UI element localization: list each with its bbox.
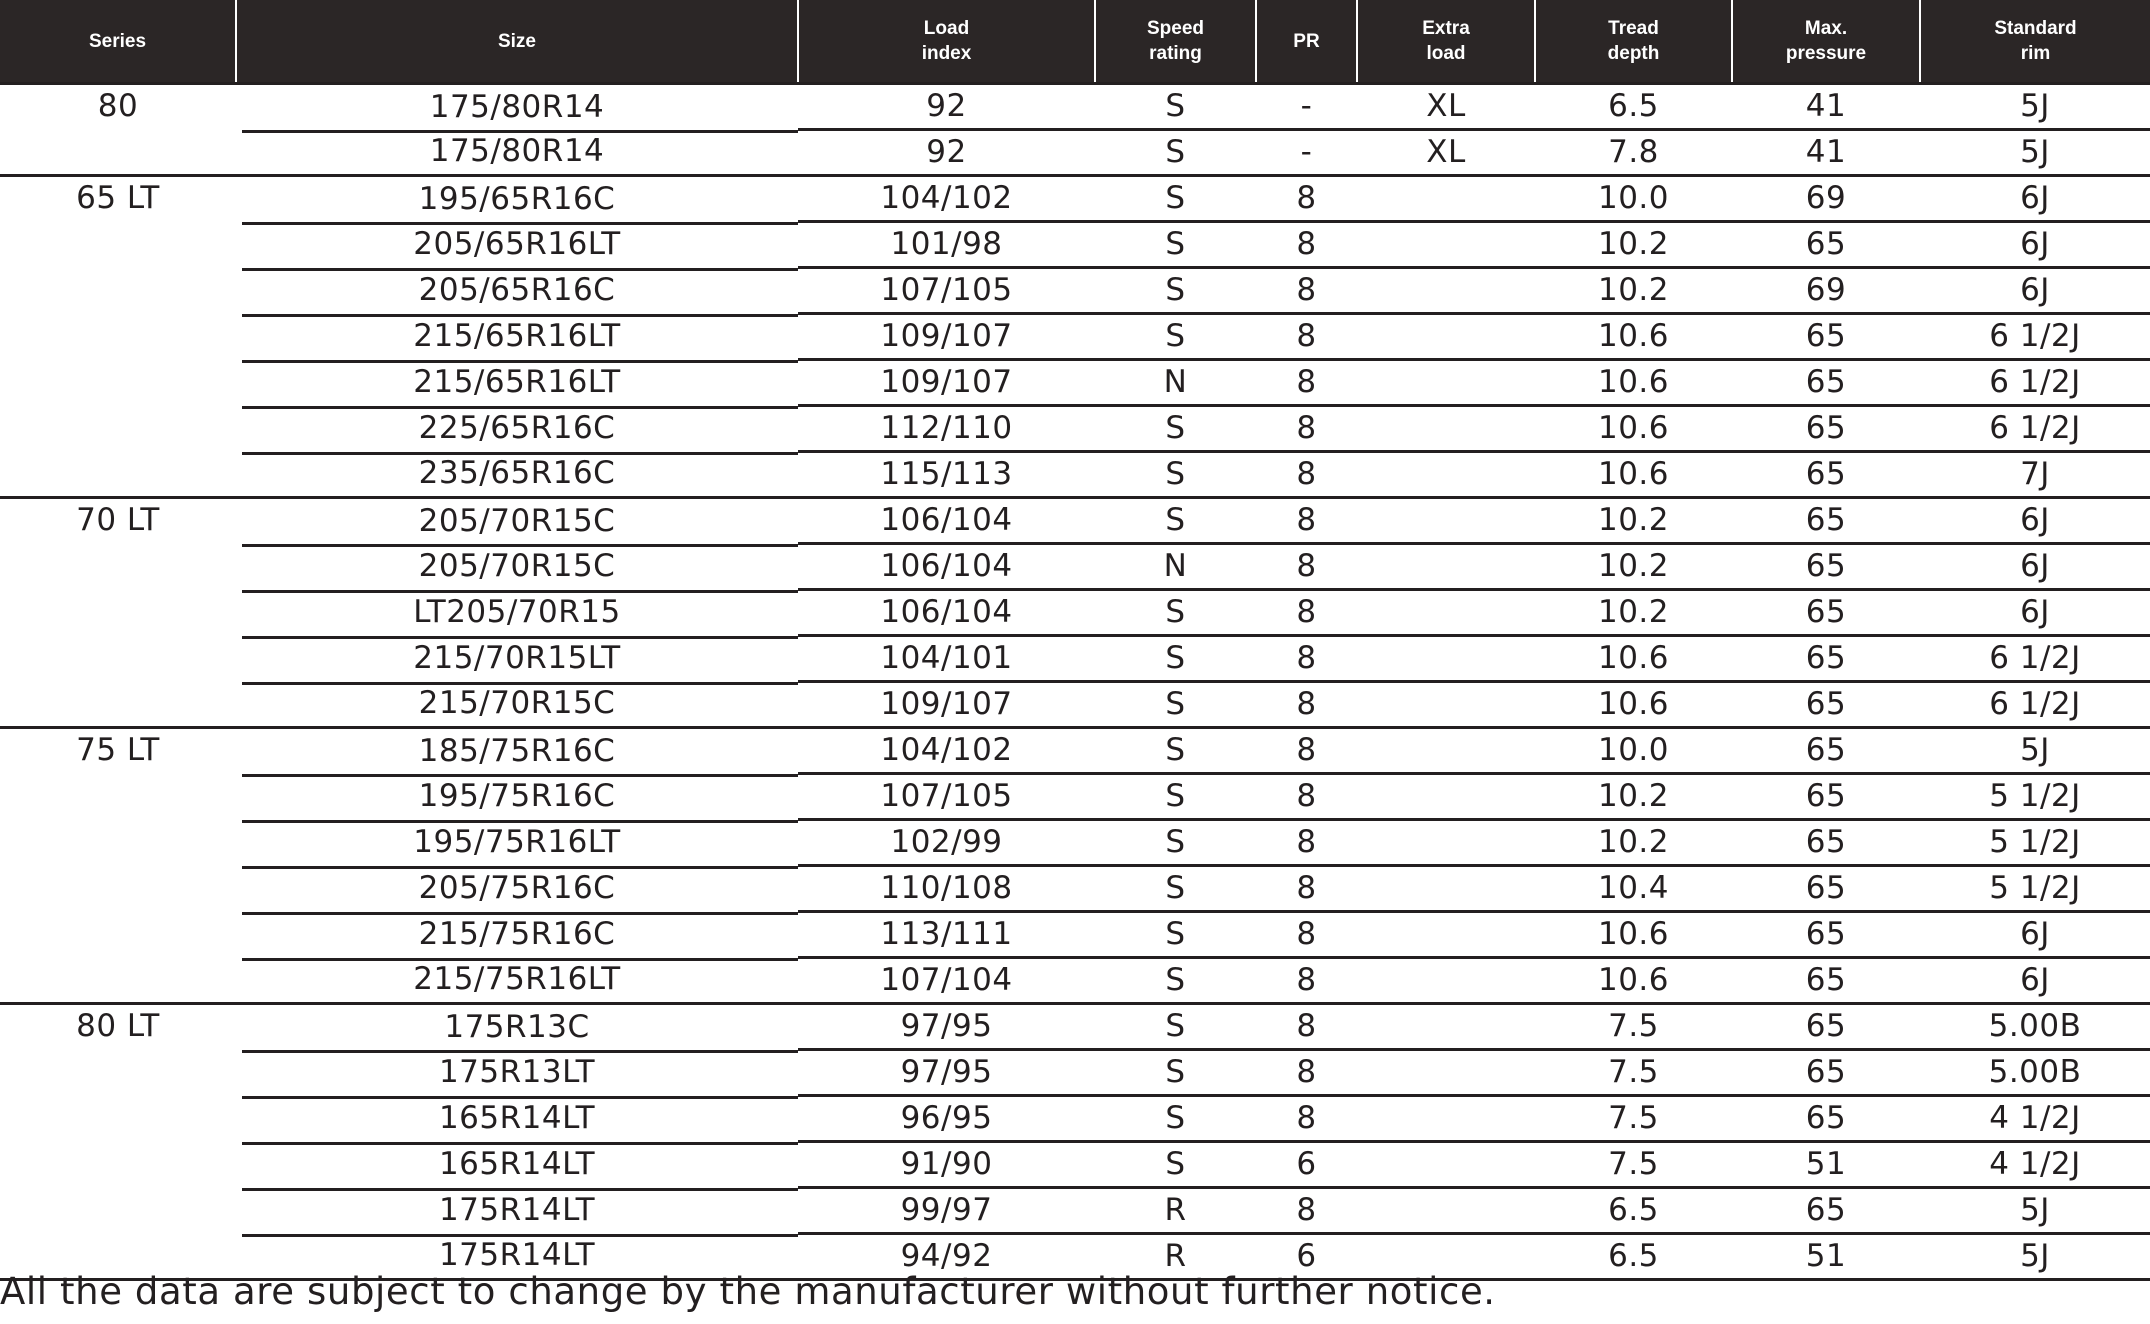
pr-cell: 8 — [1256, 544, 1357, 590]
tread-depth-cell: 10.0 — [1535, 176, 1732, 222]
extra-load-cell — [1357, 176, 1535, 222]
tread-depth-cell: 10.2 — [1535, 498, 1732, 544]
footnote: All the data are subject to change by the manufacturer without further notice. — [0, 1270, 1496, 1313]
column-header-extra-load: Extra load — [1357, 0, 1535, 84]
table-row — [0, 1004, 2150, 1050]
tread-depth-cell: 10.6 — [1535, 636, 1732, 682]
table-row — [0, 1188, 2150, 1234]
header-row — [0, 0, 2150, 84]
load-index-cell: 97/95 — [798, 1050, 1095, 1096]
table-row — [0, 866, 2150, 912]
size-cell: 215/70R15LT — [236, 636, 798, 682]
speed-rating-cell: S — [1095, 636, 1256, 682]
standard-rim-cell: 6 1/2J — [1920, 314, 2150, 360]
size-cell: 215/75R16C — [236, 912, 798, 958]
pr-cell: 8 — [1256, 360, 1357, 406]
table-header — [0, 0, 2150, 84]
pr-cell: 6 — [1256, 1234, 1357, 1280]
table-row — [0, 130, 2150, 176]
pr-cell: 8 — [1256, 1004, 1357, 1050]
table-row — [0, 544, 2150, 590]
column-header-tread-depth: Tread depth — [1535, 0, 1732, 84]
speed-rating-cell: S — [1095, 176, 1256, 222]
tread-depth-cell: 6.5 — [1535, 84, 1732, 130]
table-row — [0, 774, 2150, 820]
size-cell: 225/65R16C — [236, 406, 798, 452]
standard-rim-cell: 5 1/2J — [1920, 774, 2150, 820]
speed-rating-cell: N — [1095, 544, 1256, 590]
extra-load-cell — [1357, 866, 1535, 912]
extra-load-cell — [1357, 728, 1535, 774]
extra-load-cell: XL — [1357, 130, 1535, 176]
extra-load-cell — [1357, 268, 1535, 314]
speed-rating-cell: S — [1095, 314, 1256, 360]
pr-cell: 8 — [1256, 774, 1357, 820]
tread-depth-cell: 10.2 — [1535, 268, 1732, 314]
size-cell: 205/70R15C — [236, 544, 798, 590]
standard-rim-cell: 5J — [1920, 1234, 2150, 1280]
table-row — [0, 728, 2150, 774]
extra-load-cell: XL — [1357, 84, 1535, 130]
extra-load-cell — [1357, 820, 1535, 866]
standard-rim-cell: 5J — [1920, 728, 2150, 774]
speed-rating-cell: S — [1095, 406, 1256, 452]
standard-rim-cell: 6J — [1920, 958, 2150, 1004]
standard-rim-cell: 6 1/2J — [1920, 636, 2150, 682]
standard-rim-cell: 4 1/2J — [1920, 1096, 2150, 1142]
load-index-cell: 109/107 — [798, 360, 1095, 406]
max-pressure-cell: 65 — [1732, 406, 1920, 452]
max-pressure-cell: 65 — [1732, 222, 1920, 268]
pr-cell: 8 — [1256, 1050, 1357, 1096]
size-cell: 165R14LT — [236, 1142, 798, 1188]
extra-load-cell — [1357, 452, 1535, 498]
max-pressure-cell: 41 — [1732, 130, 1920, 176]
extra-load-cell — [1357, 544, 1535, 590]
pr-cell: 8 — [1256, 1096, 1357, 1142]
table-body — [0, 84, 2150, 1280]
tread-depth-cell: 10.2 — [1535, 820, 1732, 866]
load-index-cell: 106/104 — [798, 590, 1095, 636]
size-cell: 205/70R15C — [236, 498, 798, 544]
standard-rim-cell: 6J — [1920, 268, 2150, 314]
size-cell: 205/65R16LT — [236, 222, 798, 268]
pr-cell: 8 — [1256, 452, 1357, 498]
size-cell: 205/75R16C — [236, 866, 798, 912]
pr-cell: 8 — [1256, 728, 1357, 774]
speed-rating-cell: S — [1095, 958, 1256, 1004]
extra-load-cell — [1357, 912, 1535, 958]
column-header-max-pressure: Max. pressure — [1732, 0, 1920, 84]
load-index-cell: 104/101 — [798, 636, 1095, 682]
size-cell: 175R14LT — [236, 1188, 798, 1234]
max-pressure-cell: 65 — [1732, 360, 1920, 406]
tread-depth-cell: 7.5 — [1535, 1004, 1732, 1050]
max-pressure-cell: 51 — [1732, 1234, 1920, 1280]
speed-rating-cell: S — [1095, 1050, 1256, 1096]
size-cell: 215/70R15C — [236, 682, 798, 728]
load-index-cell: 104/102 — [798, 176, 1095, 222]
max-pressure-cell: 69 — [1732, 176, 1920, 222]
column-header-speed-rating: Speed rating — [1095, 0, 1256, 84]
size-cell: 215/65R16LT — [236, 360, 798, 406]
tread-depth-cell: 7.5 — [1535, 1096, 1732, 1142]
table-row — [0, 1096, 2150, 1142]
load-index-cell: 115/113 — [798, 452, 1095, 498]
extra-load-cell — [1357, 498, 1535, 544]
max-pressure-cell: 65 — [1732, 1050, 1920, 1096]
table-row — [0, 84, 2150, 130]
size-cell: 175/80R14 — [236, 84, 798, 130]
pr-cell: 8 — [1256, 682, 1357, 728]
extra-load-cell — [1357, 222, 1535, 268]
standard-rim-cell: 5.00B — [1920, 1050, 2150, 1096]
load-index-cell: 102/99 — [798, 820, 1095, 866]
series-cell: 75 LT — [0, 728, 236, 1004]
max-pressure-cell: 65 — [1732, 728, 1920, 774]
tread-depth-cell: 10.0 — [1535, 728, 1732, 774]
speed-rating-cell: S — [1095, 452, 1256, 498]
max-pressure-cell: 65 — [1732, 1096, 1920, 1142]
load-index-cell: 113/111 — [798, 912, 1095, 958]
tread-depth-cell: 7.8 — [1535, 130, 1732, 176]
max-pressure-cell: 65 — [1732, 636, 1920, 682]
pr-cell: 6 — [1256, 1142, 1357, 1188]
table-row — [0, 222, 2150, 268]
extra-load-cell — [1357, 1050, 1535, 1096]
extra-load-cell — [1357, 590, 1535, 636]
series-cell: 70 LT — [0, 498, 236, 728]
max-pressure-cell: 65 — [1732, 912, 1920, 958]
load-index-cell: 106/104 — [798, 498, 1095, 544]
load-index-cell: 96/95 — [798, 1096, 1095, 1142]
max-pressure-cell: 65 — [1732, 1188, 1920, 1234]
series-cell: 80 LT — [0, 1004, 236, 1280]
load-index-cell: 104/102 — [798, 728, 1095, 774]
pr-cell: 8 — [1256, 912, 1357, 958]
pr-cell: 8 — [1256, 314, 1357, 360]
pr-cell: 8 — [1256, 636, 1357, 682]
speed-rating-cell: S — [1095, 84, 1256, 130]
load-index-cell: 110/108 — [798, 866, 1095, 912]
pr-cell: 8 — [1256, 268, 1357, 314]
tread-depth-cell: 10.2 — [1535, 222, 1732, 268]
tread-depth-cell: 7.5 — [1535, 1050, 1732, 1096]
extra-load-cell — [1357, 360, 1535, 406]
load-index-cell: 107/105 — [798, 268, 1095, 314]
pr-cell: 8 — [1256, 1188, 1357, 1234]
standard-rim-cell: 5 1/2J — [1920, 820, 2150, 866]
tread-depth-cell: 10.4 — [1535, 866, 1732, 912]
pr-cell: 8 — [1256, 406, 1357, 452]
pr-cell: 8 — [1256, 820, 1357, 866]
table-row — [0, 176, 2150, 222]
size-cell: 195/75R16LT — [236, 820, 798, 866]
load-index-cell: 92 — [798, 84, 1095, 130]
extra-load-cell — [1357, 636, 1535, 682]
size-cell: 205/65R16C — [236, 268, 798, 314]
speed-rating-cell: N — [1095, 360, 1256, 406]
standard-rim-cell: 6J — [1920, 498, 2150, 544]
size-cell: 165R14LT — [236, 1096, 798, 1142]
speed-rating-cell: S — [1095, 682, 1256, 728]
series-cell: 65 LT — [0, 176, 236, 498]
extra-load-cell — [1357, 1142, 1535, 1188]
standard-rim-cell: 6J — [1920, 544, 2150, 590]
tread-depth-cell: 10.6 — [1535, 912, 1732, 958]
standard-rim-cell: 6 1/2J — [1920, 682, 2150, 728]
speed-rating-cell: S — [1095, 820, 1256, 866]
column-header-pr: PR — [1256, 0, 1357, 84]
tread-depth-cell: 7.5 — [1535, 1142, 1732, 1188]
load-index-cell: 91/90 — [798, 1142, 1095, 1188]
speed-rating-cell: S — [1095, 912, 1256, 958]
tread-depth-cell: 6.5 — [1535, 1234, 1732, 1280]
load-index-cell: 97/95 — [798, 1004, 1095, 1050]
size-cell: 215/65R16LT — [236, 314, 798, 360]
load-index-cell: 109/107 — [798, 682, 1095, 728]
tread-depth-cell: 10.6 — [1535, 682, 1732, 728]
extra-load-cell — [1357, 1004, 1535, 1050]
pr-cell: 8 — [1256, 498, 1357, 544]
max-pressure-cell: 65 — [1732, 1004, 1920, 1050]
pr-cell: 8 — [1256, 590, 1357, 636]
max-pressure-cell: 65 — [1732, 958, 1920, 1004]
load-index-cell: 94/92 — [798, 1234, 1095, 1280]
table-row — [0, 452, 2150, 498]
table-row — [0, 636, 2150, 682]
standard-rim-cell: 5J — [1920, 130, 2150, 176]
size-cell: 235/65R16C — [236, 452, 798, 498]
standard-rim-cell: 5 1/2J — [1920, 866, 2150, 912]
size-cell: 175R13LT — [236, 1050, 798, 1096]
size-cell: 175R13C — [236, 1004, 798, 1050]
table-row — [0, 1142, 2150, 1188]
pr-cell: 8 — [1256, 222, 1357, 268]
table-row — [0, 406, 2150, 452]
extra-load-cell — [1357, 958, 1535, 1004]
tread-depth-cell: 10.2 — [1535, 590, 1732, 636]
table-row — [0, 912, 2150, 958]
tread-depth-cell: 10.6 — [1535, 314, 1732, 360]
load-index-cell: 99/97 — [798, 1188, 1095, 1234]
tread-depth-cell: 10.6 — [1535, 452, 1732, 498]
table-row — [0, 682, 2150, 728]
speed-rating-cell: S — [1095, 1096, 1256, 1142]
table-row — [0, 1050, 2150, 1096]
load-index-cell: 101/98 — [798, 222, 1095, 268]
size-cell: LT205/70R15 — [236, 590, 798, 636]
speed-rating-cell: S — [1095, 590, 1256, 636]
tread-depth-cell: 6.5 — [1535, 1188, 1732, 1234]
max-pressure-cell: 65 — [1732, 452, 1920, 498]
speed-rating-cell: S — [1095, 268, 1256, 314]
pr-cell: - — [1256, 130, 1357, 176]
column-header-load-index: Load index — [798, 0, 1095, 84]
pr-cell: 8 — [1256, 866, 1357, 912]
speed-rating-cell: R — [1095, 1234, 1256, 1280]
extra-load-cell — [1357, 314, 1535, 360]
speed-rating-cell: S — [1095, 130, 1256, 176]
speed-rating-cell: S — [1095, 774, 1256, 820]
tread-depth-cell: 10.6 — [1535, 406, 1732, 452]
speed-rating-cell: S — [1095, 1004, 1256, 1050]
speed-rating-cell: S — [1095, 728, 1256, 774]
standard-rim-cell: 6J — [1920, 222, 2150, 268]
column-header-standard-rim: Standard rim — [1920, 0, 2150, 84]
max-pressure-cell: 65 — [1732, 774, 1920, 820]
size-cell: 175/80R14 — [236, 130, 798, 176]
pr-cell: - — [1256, 84, 1357, 130]
load-index-cell: 106/104 — [798, 544, 1095, 590]
extra-load-cell — [1357, 406, 1535, 452]
tread-depth-cell: 10.2 — [1535, 774, 1732, 820]
standard-rim-cell: 5J — [1920, 1188, 2150, 1234]
extra-load-cell — [1357, 1096, 1535, 1142]
series-cell: 80 — [0, 84, 236, 176]
extra-load-cell — [1357, 682, 1535, 728]
speed-rating-cell: S — [1095, 866, 1256, 912]
column-header-size: Size — [236, 0, 798, 84]
max-pressure-cell: 65 — [1732, 682, 1920, 728]
standard-rim-cell: 6J — [1920, 590, 2150, 636]
standard-rim-cell: 6 1/2J — [1920, 406, 2150, 452]
pr-cell: 8 — [1256, 176, 1357, 222]
standard-rim-cell: 6J — [1920, 176, 2150, 222]
max-pressure-cell: 69 — [1732, 268, 1920, 314]
max-pressure-cell: 41 — [1732, 84, 1920, 130]
speed-rating-cell: S — [1095, 498, 1256, 544]
table-row — [0, 360, 2150, 406]
standard-rim-cell: 6J — [1920, 912, 2150, 958]
max-pressure-cell: 65 — [1732, 866, 1920, 912]
max-pressure-cell: 65 — [1732, 590, 1920, 636]
pr-cell: 8 — [1256, 958, 1357, 1004]
load-index-cell: 92 — [798, 130, 1095, 176]
size-cell: 215/75R16LT — [236, 958, 798, 1004]
tread-depth-cell: 10.6 — [1535, 958, 1732, 1004]
standard-rim-cell: 5.00B — [1920, 1004, 2150, 1050]
size-cell: 185/75R16C — [236, 728, 798, 774]
extra-load-cell — [1357, 774, 1535, 820]
tread-depth-cell: 10.2 — [1535, 544, 1732, 590]
size-cell: 175R14LT — [236, 1234, 798, 1280]
tread-depth-cell: 10.6 — [1535, 360, 1732, 406]
max-pressure-cell: 65 — [1732, 498, 1920, 544]
standard-rim-cell: 4 1/2J — [1920, 1142, 2150, 1188]
max-pressure-cell: 65 — [1732, 544, 1920, 590]
standard-rim-cell: 5J — [1920, 84, 2150, 130]
standard-rim-cell: 7J — [1920, 452, 2150, 498]
load-index-cell: 109/107 — [798, 314, 1095, 360]
column-header-series: Series — [0, 0, 236, 84]
load-index-cell: 112/110 — [798, 406, 1095, 452]
max-pressure-cell: 65 — [1732, 820, 1920, 866]
extra-load-cell — [1357, 1188, 1535, 1234]
table-row — [0, 498, 2150, 544]
table-row — [0, 590, 2150, 636]
size-cell: 195/65R16C — [236, 176, 798, 222]
standard-rim-cell: 6 1/2J — [1920, 360, 2150, 406]
table-row — [0, 820, 2150, 866]
speed-rating-cell: S — [1095, 222, 1256, 268]
table-row — [0, 314, 2150, 360]
max-pressure-cell: 51 — [1732, 1142, 1920, 1188]
speed-rating-cell: S — [1095, 1142, 1256, 1188]
load-index-cell: 107/105 — [798, 774, 1095, 820]
table-row — [0, 958, 2150, 1004]
speed-rating-cell: R — [1095, 1188, 1256, 1234]
table-row — [0, 268, 2150, 314]
load-index-cell: 107/104 — [798, 958, 1095, 1004]
max-pressure-cell: 65 — [1732, 314, 1920, 360]
size-cell: 195/75R16C — [236, 774, 798, 820]
